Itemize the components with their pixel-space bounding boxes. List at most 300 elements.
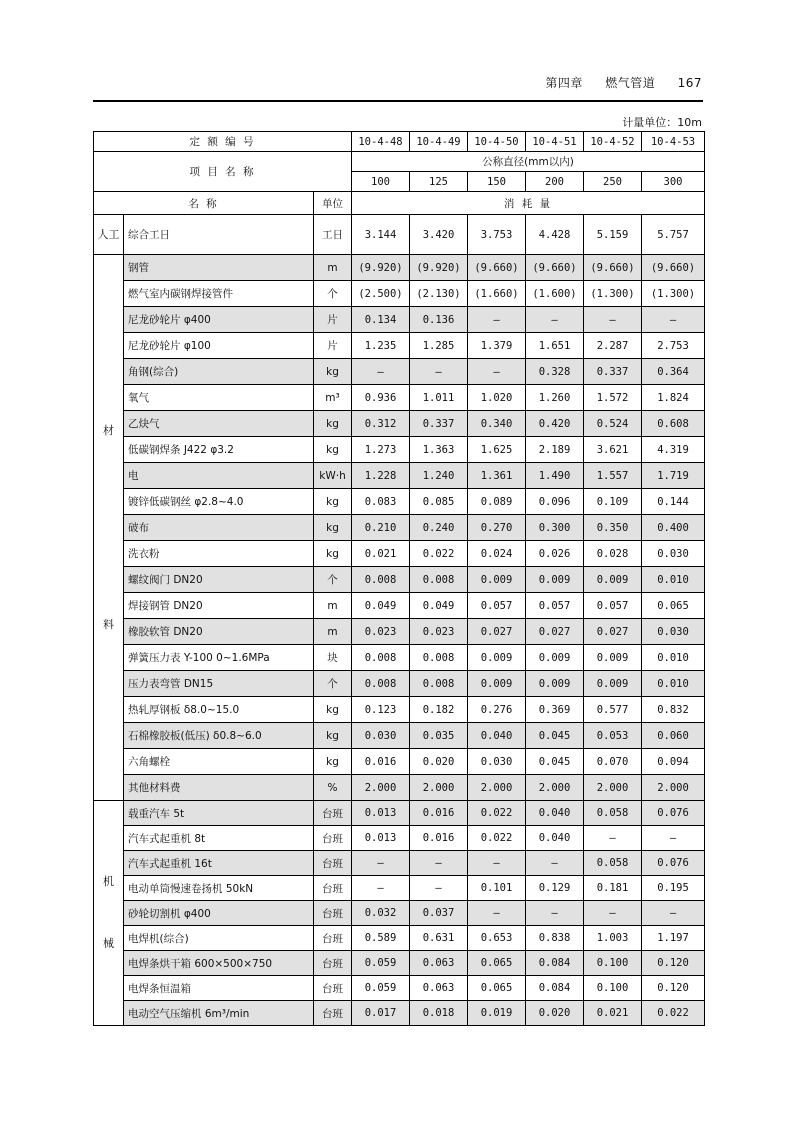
diameter-value: 150 [468, 172, 526, 192]
materials-row [94, 697, 705, 723]
item-name: 电焊条恒温箱 [124, 976, 314, 1001]
item-name: 综合工日 [124, 215, 314, 255]
category-label-labor: 人工 [94, 215, 124, 255]
item-value: 0.009 [468, 567, 526, 593]
item-value: 0.210 [352, 515, 410, 541]
materials-row [94, 593, 705, 619]
unit-column-header: 单位 [314, 192, 352, 215]
item-value: 0.524 [584, 411, 642, 437]
item-value: 0.101 [468, 876, 526, 901]
quota-code: 10-4-51 [526, 132, 584, 152]
item-unit: 台班 [314, 826, 352, 851]
item-value: 0.608 [642, 411, 705, 437]
materials-row [94, 619, 705, 645]
item-value: 0.008 [352, 567, 410, 593]
materials-row [94, 567, 705, 593]
column-header-row [94, 192, 705, 215]
consumption-header: 消 耗 量 [352, 192, 705, 215]
item-value: 0.083 [352, 489, 410, 515]
item-value: 0.023 [410, 619, 468, 645]
materials-row [94, 385, 705, 411]
item-unit: m [314, 593, 352, 619]
item-value: — [526, 307, 584, 333]
item-unit: m [314, 255, 352, 281]
item-value: 0.008 [410, 567, 468, 593]
item-value: 0.020 [526, 1001, 584, 1026]
item-value: — [584, 307, 642, 333]
item-value: 0.009 [526, 671, 584, 697]
item-value: 0.017 [352, 1001, 410, 1026]
item-value: 0.022 [410, 541, 468, 567]
item-unit: kg [314, 697, 352, 723]
item-value: 0.022 [642, 1001, 705, 1026]
item-value: 0.010 [642, 645, 705, 671]
item-value: 0.076 [642, 851, 705, 876]
item-value: 3.420 [410, 215, 468, 255]
item-unit: kg [314, 541, 352, 567]
item-value: 0.096 [526, 489, 584, 515]
item-value: 0.337 [410, 411, 468, 437]
item-value: 0.037 [410, 901, 468, 926]
item-value: 0.182 [410, 697, 468, 723]
item-value: 0.065 [468, 976, 526, 1001]
item-value: 0.120 [642, 951, 705, 976]
item-value: (1.600) [526, 281, 584, 307]
item-name: 尼龙砂轮片 φ400 [124, 307, 314, 333]
unit-note: 计量单位：10m [622, 116, 702, 129]
item-name: 电焊机(综合) [124, 926, 314, 951]
item-value: 0.350 [584, 515, 642, 541]
diameter-value: 300 [642, 172, 705, 192]
item-unit: 台班 [314, 801, 352, 826]
item-value: — [352, 876, 410, 901]
item-name: 载重汽车 5t [124, 801, 314, 826]
item-unit: 片 [314, 333, 352, 359]
category-label-materials [94, 255, 124, 801]
item-value: 0.021 [352, 541, 410, 567]
item-value: 0.010 [642, 671, 705, 697]
materials-row [94, 359, 705, 385]
item-value: 0.076 [642, 801, 705, 826]
item-value: — [410, 851, 468, 876]
item-value: 0.136 [410, 307, 468, 333]
item-value: 1.379 [468, 333, 526, 359]
item-value: 0.065 [468, 951, 526, 976]
item-value: 0.009 [526, 645, 584, 671]
item-value: 0.009 [468, 645, 526, 671]
item-unit: kg [314, 515, 352, 541]
item-value: — [468, 359, 526, 385]
item-name: 角钢(综合) [124, 359, 314, 385]
item-value: (9.920) [352, 255, 410, 281]
quota-code: 10-4-53 [642, 132, 705, 152]
item-value: — [468, 901, 526, 926]
item-unit: 台班 [314, 1001, 352, 1026]
item-value: (9.920) [410, 255, 468, 281]
item-unit: m³ [314, 385, 352, 411]
item-value: 0.065 [642, 593, 705, 619]
item-unit: 块 [314, 645, 352, 671]
item-value: 0.009 [584, 567, 642, 593]
item-value: 0.577 [584, 697, 642, 723]
item-value: 0.340 [468, 411, 526, 437]
item-value: 0.300 [526, 515, 584, 541]
quota-table [93, 131, 705, 1026]
item-value: 0.631 [410, 926, 468, 951]
item-value: 1.240 [410, 463, 468, 489]
item-value: 0.027 [584, 619, 642, 645]
item-label: 项 目 名 称 [94, 152, 352, 192]
materials-row [94, 411, 705, 437]
item-name: 橡胶软管 DN20 [124, 619, 314, 645]
item-unit: kW·h [314, 463, 352, 489]
item-value: 0.045 [526, 749, 584, 775]
item-value: 0.009 [468, 671, 526, 697]
item-value: 1.625 [468, 437, 526, 463]
item-unit: kg [314, 723, 352, 749]
item-unit: kg [314, 437, 352, 463]
item-value: 0.026 [526, 541, 584, 567]
materials-row [94, 437, 705, 463]
item-value: 0.035 [410, 723, 468, 749]
item-value: 1.719 [642, 463, 705, 489]
item-value: 0.058 [584, 851, 642, 876]
item-value: 1.285 [410, 333, 468, 359]
item-value: 1.260 [526, 385, 584, 411]
category-char: 机 [103, 875, 114, 889]
item-value: 0.032 [352, 901, 410, 926]
item-value: 0.040 [468, 723, 526, 749]
item-value: — [526, 901, 584, 926]
item-value: 0.936 [352, 385, 410, 411]
item-name: 压力表弯管 DN15 [124, 671, 314, 697]
item-value: 1.273 [352, 437, 410, 463]
item-value: 0.144 [642, 489, 705, 515]
item-value: 0.063 [410, 951, 468, 976]
item-unit: 个 [314, 567, 352, 593]
machinery-row [94, 876, 705, 901]
item-value: 0.030 [468, 749, 526, 775]
item-value: 0.109 [584, 489, 642, 515]
item-value: 1.228 [352, 463, 410, 489]
name-column-header: 名 称 [94, 192, 314, 215]
item-value: 0.123 [352, 697, 410, 723]
item-value: 0.030 [642, 619, 705, 645]
materials-row [94, 645, 705, 671]
category-char: 材 [103, 423, 114, 437]
item-name: 汽车式起重机 16t [124, 851, 314, 876]
item-unit: 个 [314, 281, 352, 307]
diameter-value: 250 [584, 172, 642, 192]
item-value: 0.049 [410, 593, 468, 619]
item-value: 0.089 [468, 489, 526, 515]
item-value: 0.129 [526, 876, 584, 901]
item-value: 1.003 [584, 926, 642, 951]
item-unit: kg [314, 411, 352, 437]
category-label-machinery [94, 801, 124, 1026]
item-value: 0.181 [584, 876, 642, 901]
item-name: 洗衣粉 [124, 541, 314, 567]
materials-row [94, 333, 705, 359]
item-unit: kg [314, 489, 352, 515]
item-value: 0.030 [642, 541, 705, 567]
item-value: 0.021 [584, 1001, 642, 1026]
item-value: 1.572 [584, 385, 642, 411]
item-value: 0.369 [526, 697, 584, 723]
item-unit: 台班 [314, 851, 352, 876]
item-name: 氧气 [124, 385, 314, 411]
item-unit: kg [314, 359, 352, 385]
item-value: 0.058 [584, 801, 642, 826]
item-value: 2.000 [584, 775, 642, 801]
item-unit: 个 [314, 671, 352, 697]
machinery-row [94, 801, 705, 826]
item-value: 0.040 [526, 826, 584, 851]
item-value: 0.049 [352, 593, 410, 619]
item-value: 0.057 [526, 593, 584, 619]
item-value: — [468, 851, 526, 876]
quota-code: 10-4-49 [410, 132, 468, 152]
item-name: 热轧厚钢板 δ8.0~15.0 [124, 697, 314, 723]
machinery-row [94, 901, 705, 926]
item-unit: kg [314, 749, 352, 775]
item-name: 弹簧压力表 Y-100 0~1.6MPa [124, 645, 314, 671]
materials-row [94, 307, 705, 333]
item-value: 3.621 [584, 437, 642, 463]
item-value: 0.240 [410, 515, 468, 541]
item-value: 1.490 [526, 463, 584, 489]
item-value: 0.022 [468, 826, 526, 851]
machinery-row [94, 951, 705, 976]
item-value: 0.022 [468, 801, 526, 826]
item-value: 2.000 [468, 775, 526, 801]
item-value: — [642, 307, 705, 333]
item-unit: 片 [314, 307, 352, 333]
header-rule [93, 100, 703, 102]
item-name: 燃气室内碳钢焊接管件 [124, 281, 314, 307]
item-value: 0.085 [410, 489, 468, 515]
item-value: 2.000 [410, 775, 468, 801]
item-name: 尼龙砂轮片 φ100 [124, 333, 314, 359]
item-value: 0.057 [584, 593, 642, 619]
item-value: 0.053 [584, 723, 642, 749]
item-value: 2.753 [642, 333, 705, 359]
item-value: 3.753 [468, 215, 526, 255]
item-value: 2.000 [526, 775, 584, 801]
materials-row [94, 255, 705, 281]
item-value: — [642, 901, 705, 926]
materials-row [94, 515, 705, 541]
item-value: 0.024 [468, 541, 526, 567]
item-value: 3.144 [352, 215, 410, 255]
item-value: — [526, 851, 584, 876]
item-value: (2.130) [410, 281, 468, 307]
chapter-label: 第四章 [545, 76, 583, 90]
machinery-row [94, 976, 705, 1001]
quota-code: 10-4-52 [584, 132, 642, 152]
item-value: 0.337 [584, 359, 642, 385]
item-value: 0.016 [410, 826, 468, 851]
item-value: 0.364 [642, 359, 705, 385]
item-name: 乙炔气 [124, 411, 314, 437]
item-value: 0.018 [410, 1001, 468, 1026]
item-value: 0.400 [642, 515, 705, 541]
item-value: — [584, 901, 642, 926]
item-value: 0.059 [352, 951, 410, 976]
item-value: 0.195 [642, 876, 705, 901]
machinery-row [94, 826, 705, 851]
item-value: 0.063 [410, 976, 468, 1001]
item-name: 其他材料费 [124, 775, 314, 801]
category-char: 料 [103, 617, 114, 631]
machinery-row [94, 1001, 705, 1026]
item-unit: 台班 [314, 951, 352, 976]
item-value: (9.660) [584, 255, 642, 281]
item-value: 0.312 [352, 411, 410, 437]
item-value: 5.159 [584, 215, 642, 255]
item-value: 0.094 [642, 749, 705, 775]
item-value: 0.008 [410, 645, 468, 671]
item-value: 0.016 [410, 801, 468, 826]
item-name: 电焊条烘干箱 600×500×750 [124, 951, 314, 976]
diameter-value: 125 [410, 172, 468, 192]
item-value: 0.009 [584, 671, 642, 697]
item-value: 5.757 [642, 215, 705, 255]
item-value: 0.009 [584, 645, 642, 671]
item-value: 0.010 [642, 567, 705, 593]
item-value: 0.100 [584, 951, 642, 976]
item-value: — [410, 359, 468, 385]
item-unit: m [314, 619, 352, 645]
item-value: 0.084 [526, 976, 584, 1001]
item-value: 0.100 [584, 976, 642, 1001]
item-value: 0.589 [352, 926, 410, 951]
item-value: 1.020 [468, 385, 526, 411]
item-value: 4.428 [526, 215, 584, 255]
diameter-label: 公称直径(mm以内) [352, 152, 705, 172]
item-value: 0.653 [468, 926, 526, 951]
item-unit: % [314, 775, 352, 801]
item-value: 0.013 [352, 801, 410, 826]
item-unit: 台班 [314, 901, 352, 926]
chapter-title: 燃气管道 [605, 76, 656, 90]
item-unit: 台班 [314, 876, 352, 901]
item-value: 1.235 [352, 333, 410, 359]
item-value: 1.651 [526, 333, 584, 359]
quota-label: 定 额 编 号 [94, 132, 352, 152]
item-value: — [468, 307, 526, 333]
item-name: 破布 [124, 515, 314, 541]
item-value: 4.319 [642, 437, 705, 463]
item-name: 电动空气压缩机 6m³/min [124, 1001, 314, 1026]
item-value: 0.027 [526, 619, 584, 645]
page-number: 167 [677, 76, 702, 90]
item-value: 0.009 [526, 567, 584, 593]
diameter-value: 100 [352, 172, 410, 192]
item-value: 1.197 [642, 926, 705, 951]
item-value: 0.027 [468, 619, 526, 645]
item-value: 1.361 [468, 463, 526, 489]
machinery-row [94, 926, 705, 951]
item-value: 0.008 [410, 671, 468, 697]
item-value: 0.276 [468, 697, 526, 723]
item-value: (1.660) [468, 281, 526, 307]
item-value: 0.838 [526, 926, 584, 951]
labor-row [94, 215, 705, 255]
item-value: 2.287 [584, 333, 642, 359]
item-value: 0.070 [584, 749, 642, 775]
item-value: 0.057 [468, 593, 526, 619]
diameter-header-row [94, 152, 705, 172]
item-value: 0.028 [584, 541, 642, 567]
item-value: 0.013 [352, 826, 410, 851]
materials-row [94, 541, 705, 567]
quota-code: 10-4-48 [352, 132, 410, 152]
item-value: 0.832 [642, 697, 705, 723]
item-value: (9.660) [468, 255, 526, 281]
item-value: 0.040 [526, 801, 584, 826]
quota-code-row [94, 132, 705, 152]
materials-row [94, 463, 705, 489]
item-value: (1.300) [642, 281, 705, 307]
quota-code: 10-4-50 [468, 132, 526, 152]
machinery-row [94, 851, 705, 876]
item-name: 低碳钢焊条 J422 φ3.2 [124, 437, 314, 463]
item-value: 0.120 [642, 976, 705, 1001]
materials-row [94, 489, 705, 515]
item-value: 0.020 [410, 749, 468, 775]
item-value: 0.084 [526, 951, 584, 976]
item-name: 电动单筒慢速卷扬机 50kN [124, 876, 314, 901]
item-value: 1.011 [410, 385, 468, 411]
item-name: 镀锌低碳钢丝 φ2.8~4.0 [124, 489, 314, 515]
item-value: 0.008 [352, 645, 410, 671]
item-name: 石棉橡胶板(低压) δ0.8~6.0 [124, 723, 314, 749]
item-value: 0.134 [352, 307, 410, 333]
item-value: 0.019 [468, 1001, 526, 1026]
item-value: 0.045 [526, 723, 584, 749]
item-value: 0.420 [526, 411, 584, 437]
item-value: — [352, 851, 410, 876]
materials-row [94, 749, 705, 775]
item-value: 0.060 [642, 723, 705, 749]
item-value: 0.023 [352, 619, 410, 645]
item-value: 0.016 [352, 749, 410, 775]
page-header [527, 74, 702, 91]
item-value: (2.500) [352, 281, 410, 307]
item-value: — [410, 876, 468, 901]
item-name: 砂轮切割机 φ400 [124, 901, 314, 926]
item-value: 2.189 [526, 437, 584, 463]
item-value: 1.557 [584, 463, 642, 489]
item-name: 电 [124, 463, 314, 489]
item-value: — [352, 359, 410, 385]
item-name: 六角螺栓 [124, 749, 314, 775]
item-value: (1.300) [584, 281, 642, 307]
item-unit: 台班 [314, 926, 352, 951]
materials-row [94, 775, 705, 801]
item-value: 0.059 [352, 976, 410, 1001]
item-name: 钢管 [124, 255, 314, 281]
item-value: 2.000 [352, 775, 410, 801]
item-value: — [584, 826, 642, 851]
item-value: 0.008 [352, 671, 410, 697]
item-value: (9.660) [526, 255, 584, 281]
diameter-value: 200 [526, 172, 584, 192]
item-unit: 台班 [314, 976, 352, 1001]
item-value: 0.328 [526, 359, 584, 385]
item-value: 1.824 [642, 385, 705, 411]
